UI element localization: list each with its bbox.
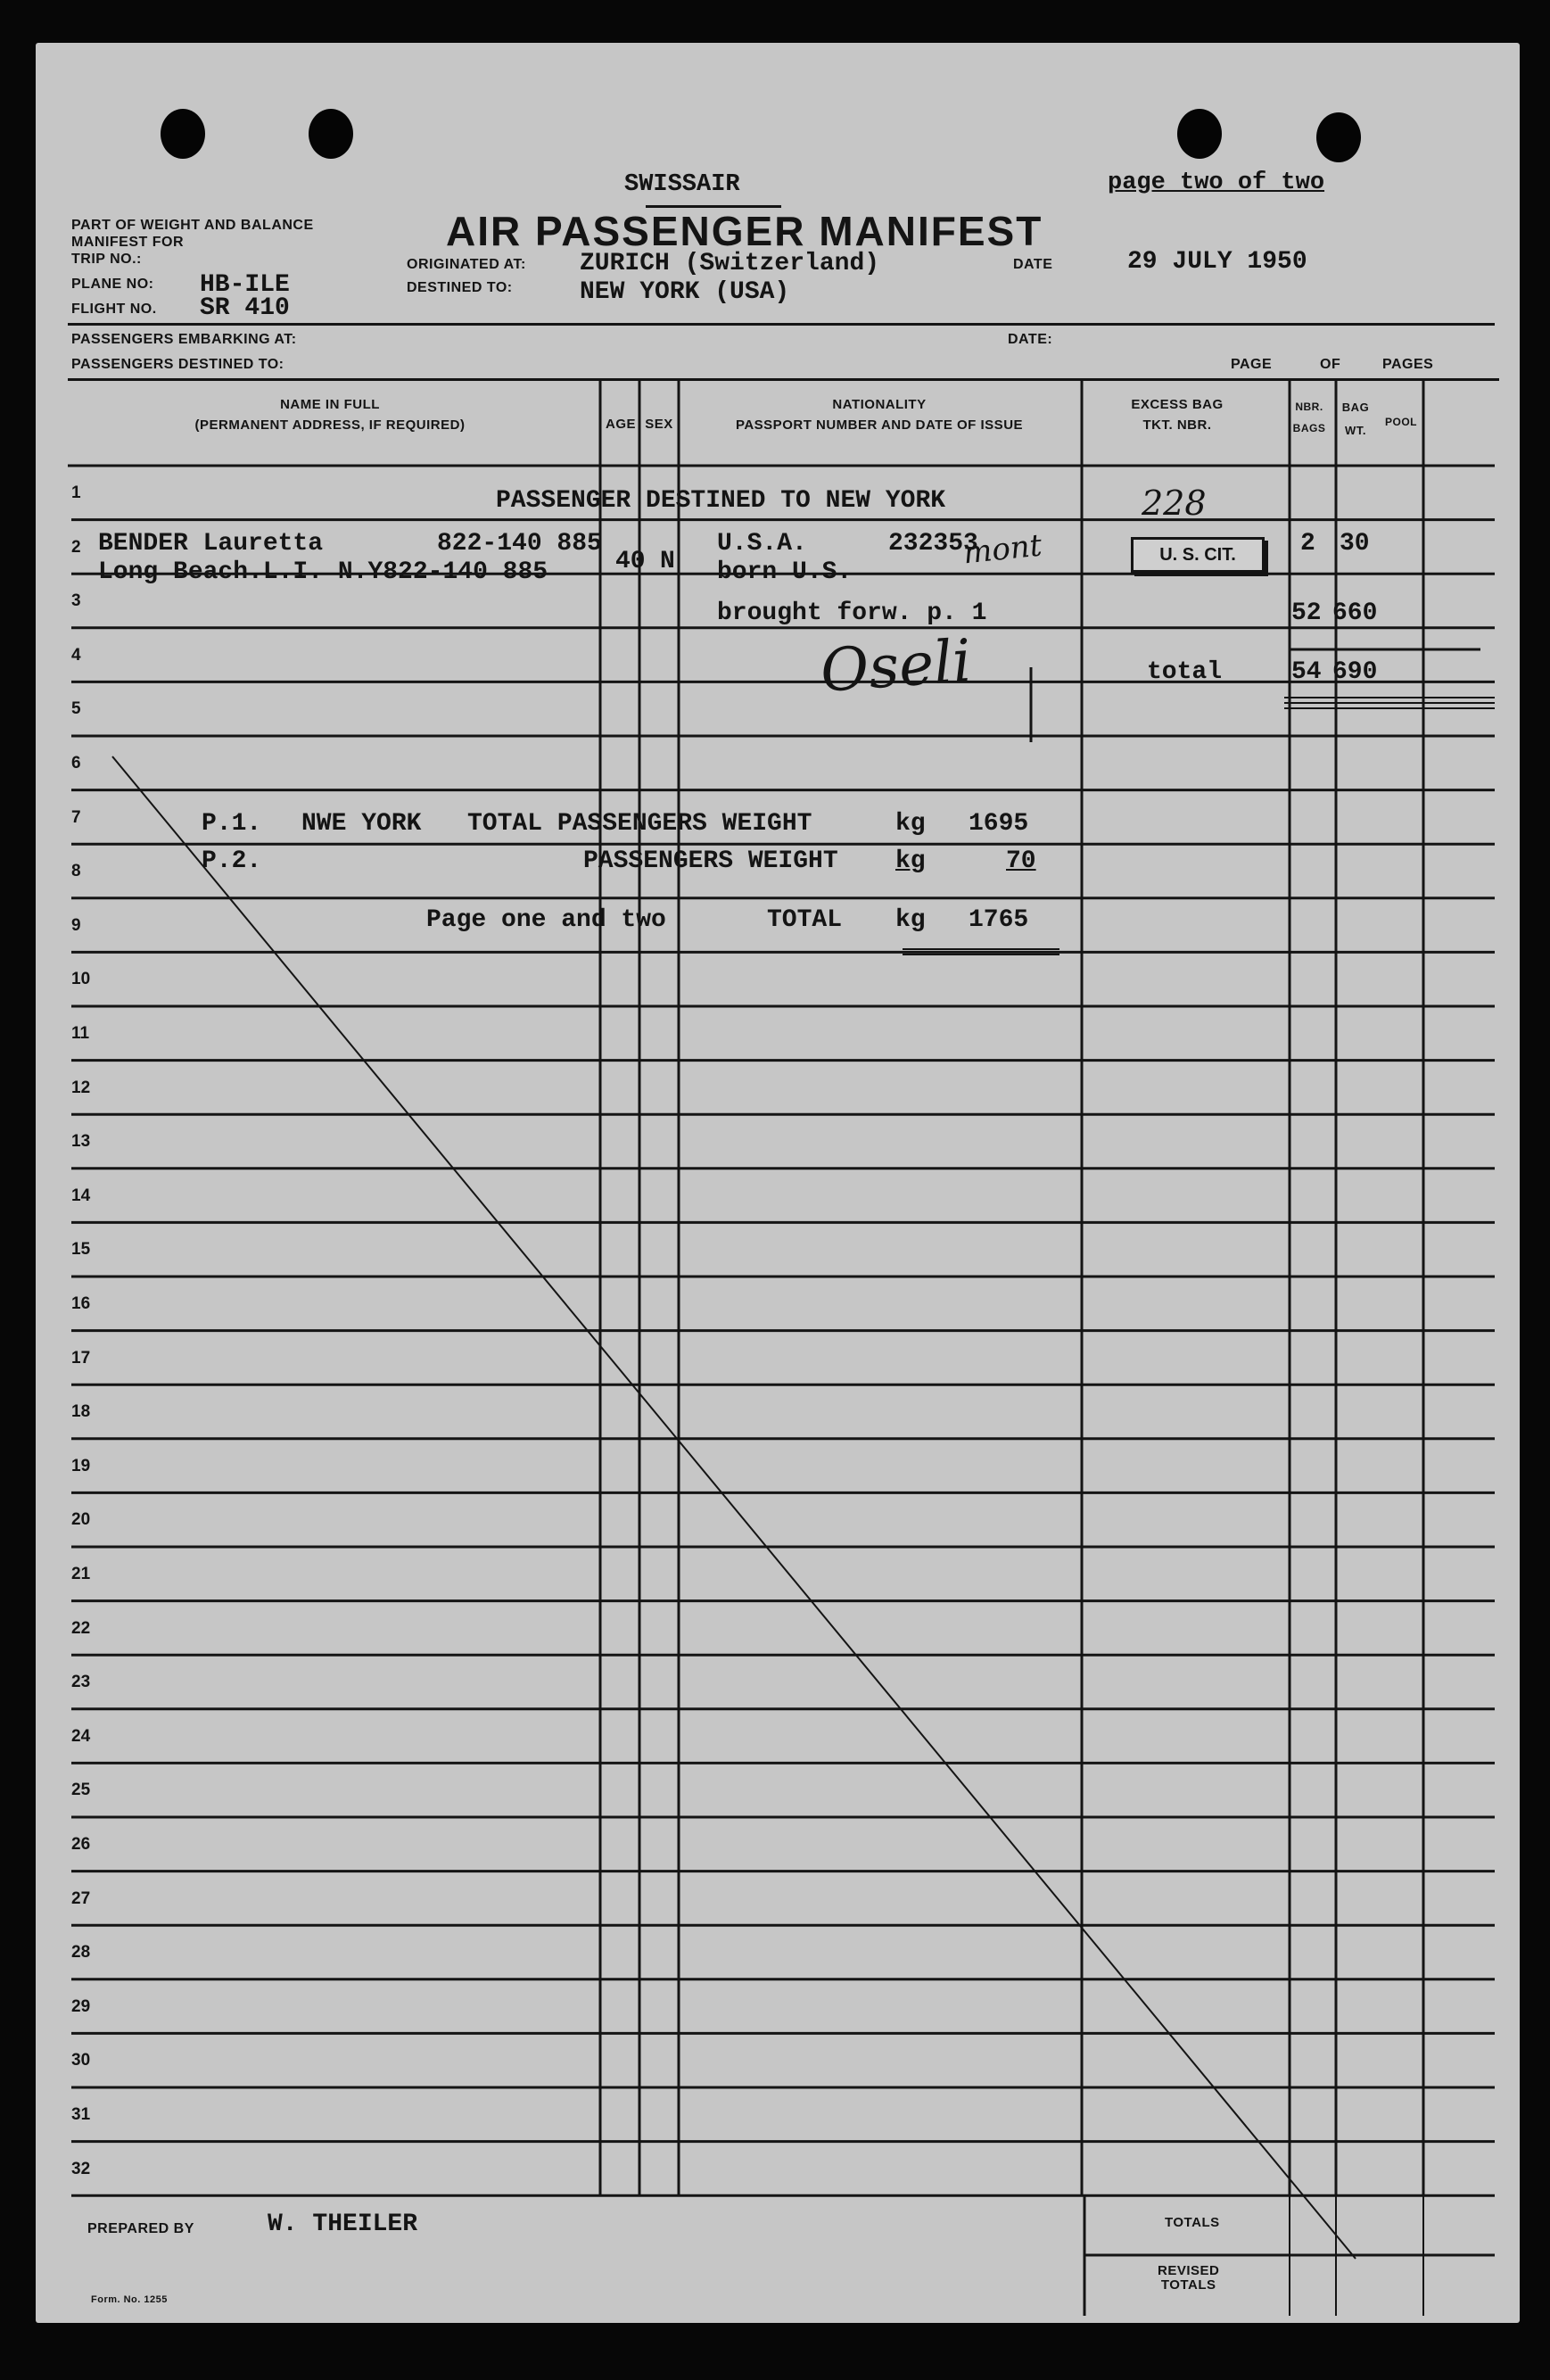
row-number: 15 xyxy=(71,1240,91,1260)
pages-label: PAGES xyxy=(1382,357,1434,372)
row-number: 16 xyxy=(71,1294,91,1313)
row-number: 27 xyxy=(71,1888,91,1908)
r2-us-cit-stamp: U. S. CIT. xyxy=(1131,537,1265,573)
r2-age: 40 xyxy=(615,548,646,575)
r7-weight: 1695 xyxy=(969,810,1029,838)
r2-nbr-bags: 2 xyxy=(1300,530,1315,558)
row-number: 17 xyxy=(71,1348,91,1368)
revised-line1: REVISED xyxy=(1158,2263,1220,2278)
row-number: 32 xyxy=(71,2159,91,2178)
r2-born: born U.S. xyxy=(717,558,853,586)
trip-label: TRIP NO.: xyxy=(71,252,142,267)
r9-total-label: TOTAL xyxy=(767,906,843,934)
r7-unit: kg xyxy=(895,810,926,838)
r4-total-label: total xyxy=(1147,658,1223,686)
date-value: 29 JULY 1950 xyxy=(1127,248,1307,276)
r3-bag-weight: 660 xyxy=(1332,599,1378,627)
row-number: 29 xyxy=(71,1996,91,2016)
r9-unit: kg xyxy=(895,906,926,934)
col-nat-line1: NATIONALITY xyxy=(832,397,927,412)
destined-to-label: PASSENGERS DESTINED TO: xyxy=(71,357,284,372)
r8-description: PASSENGERS WEIGHT xyxy=(583,847,838,875)
r9-weight: 1765 xyxy=(969,906,1029,934)
row-number: 28 xyxy=(71,1943,91,1963)
col-bag-line2: WT. xyxy=(1345,424,1366,437)
destined-label: DESTINED TO: xyxy=(407,280,513,295)
handwritten-signature: Oseli xyxy=(818,626,974,706)
originated-value: ZURICH (Switzerland) xyxy=(580,250,880,277)
row-number: 12 xyxy=(71,1078,91,1097)
prepared-by-value: W. THEILER xyxy=(268,2211,418,2238)
plane-value: HB-ILE xyxy=(200,271,290,299)
date-label: DATE xyxy=(1013,257,1053,272)
r7-page-ref: P.1. xyxy=(202,810,262,838)
row-number: 1 xyxy=(71,483,81,502)
col-bag-line1: BAG xyxy=(1341,401,1370,414)
manifest-sheet xyxy=(36,43,1520,2323)
col-excess-line2: TKT. NBR. xyxy=(1142,417,1212,434)
col-name-line1: NAME IN FULL xyxy=(280,397,380,412)
row-number: 9 xyxy=(71,915,81,935)
row-number: 3 xyxy=(71,591,81,611)
row-number: 25 xyxy=(71,1781,91,1800)
flight-label: FLIGHT NO. xyxy=(71,302,157,317)
col-header-sex: SEX xyxy=(645,417,673,432)
row-number: 10 xyxy=(71,970,91,989)
row-number: 7 xyxy=(71,807,81,827)
r8-weight: 70 xyxy=(1006,847,1036,875)
r8-page-ref: P.2. xyxy=(202,847,262,875)
row-number: 4 xyxy=(71,645,81,665)
col-excess-line1: EXCESS BAG xyxy=(1131,397,1224,412)
row-number: 31 xyxy=(71,2105,91,2124)
row-number: 8 xyxy=(71,862,81,881)
r1-passenger-destined: PASSENGER DESTINED TO NEW YORK xyxy=(496,487,946,515)
r7-destination: NWE YORK xyxy=(301,810,422,838)
row-number: 13 xyxy=(71,1132,91,1152)
date2-label: DATE: xyxy=(1008,332,1053,347)
row-number: 19 xyxy=(71,1456,91,1475)
r9-description: Page one and two xyxy=(426,906,666,934)
row-number: 30 xyxy=(71,2051,91,2070)
col-nat-line2: PASSPORT NUMBER AND DATE OF ISSUE xyxy=(735,417,1024,434)
form-title: AIR PASSENGER MANIFEST xyxy=(446,208,1043,254)
r2-passport: 232353 xyxy=(888,530,978,558)
col-nbr-line2: BAGS xyxy=(1292,422,1326,434)
col-header-pool: POOL xyxy=(1384,416,1417,428)
row-number: 18 xyxy=(71,1402,91,1422)
page-note: page two of two xyxy=(1108,169,1325,196)
destined-value: NEW YORK (USA) xyxy=(580,278,790,306)
r4-bag-weight: 690 xyxy=(1332,658,1378,686)
totals-label: TOTALS xyxy=(1165,2215,1220,2230)
row-number: 2 xyxy=(71,537,81,557)
manifest-grid xyxy=(36,43,1520,2323)
part-label-2: MANIFEST FOR xyxy=(71,235,184,250)
r2-phone: 822-140 885 xyxy=(437,530,602,558)
airline-name: SWISSAIR xyxy=(624,171,740,198)
form-number: Form. No. 1255 xyxy=(91,2294,168,2305)
r2-bag-weight: 30 xyxy=(1340,530,1370,558)
r4-nbr-bags: 54 xyxy=(1291,658,1322,686)
row-number: 14 xyxy=(71,1186,91,1205)
r1-handwritten-ticket: 228 xyxy=(1142,483,1207,523)
row-number: 26 xyxy=(71,1835,91,1854)
part-label-1: PART OF WEIGHT AND BALANCE xyxy=(71,218,314,233)
col-name-line2: (PERMANENT ADDRESS, IF REQUIRED) xyxy=(194,417,466,434)
revised-totals-label xyxy=(1158,2264,1219,2293)
r2-passenger-name: BENDER Lauretta xyxy=(98,530,324,558)
revised-line2: TOTALS xyxy=(1160,2277,1216,2293)
of-label: OF xyxy=(1320,357,1341,372)
r7-description: TOTAL PASSENGERS WEIGHT xyxy=(467,810,812,838)
row-number: 6 xyxy=(71,754,81,773)
prepared-by-label: PREPARED BY xyxy=(87,2221,194,2236)
col-header-age: AGE xyxy=(605,417,636,432)
r8-unit: kg xyxy=(895,847,926,875)
row-number: 5 xyxy=(71,699,81,719)
r2-nationality: U.S.A. xyxy=(717,530,807,558)
r3-nbr-bags: 52 xyxy=(1291,599,1322,627)
page-label: PAGE xyxy=(1231,357,1273,372)
row-number: 22 xyxy=(71,1618,91,1638)
r3-brought-forward: brought forw. p. 1 xyxy=(717,599,987,627)
row-number: 21 xyxy=(71,1565,91,1583)
flight-value: SR 410 xyxy=(200,294,290,322)
row-number: 24 xyxy=(71,1726,91,1746)
col-nbr-line1: NBR. xyxy=(1295,401,1323,413)
embarking-label: PASSENGERS EMBARKING AT: xyxy=(71,332,297,347)
r2-sex: N xyxy=(660,548,675,575)
r2-handwritten-note: mont xyxy=(961,527,1044,572)
r2-address: Long Beach.L.I. N.Y822-140 885 xyxy=(98,558,548,586)
plane-label: PLANE NO: xyxy=(71,277,154,292)
originated-label: ORIGINATED AT: xyxy=(407,257,526,272)
row-number: 23 xyxy=(71,1673,91,1692)
row-number: 20 xyxy=(71,1510,91,1530)
row-number: 11 xyxy=(71,1024,90,1043)
